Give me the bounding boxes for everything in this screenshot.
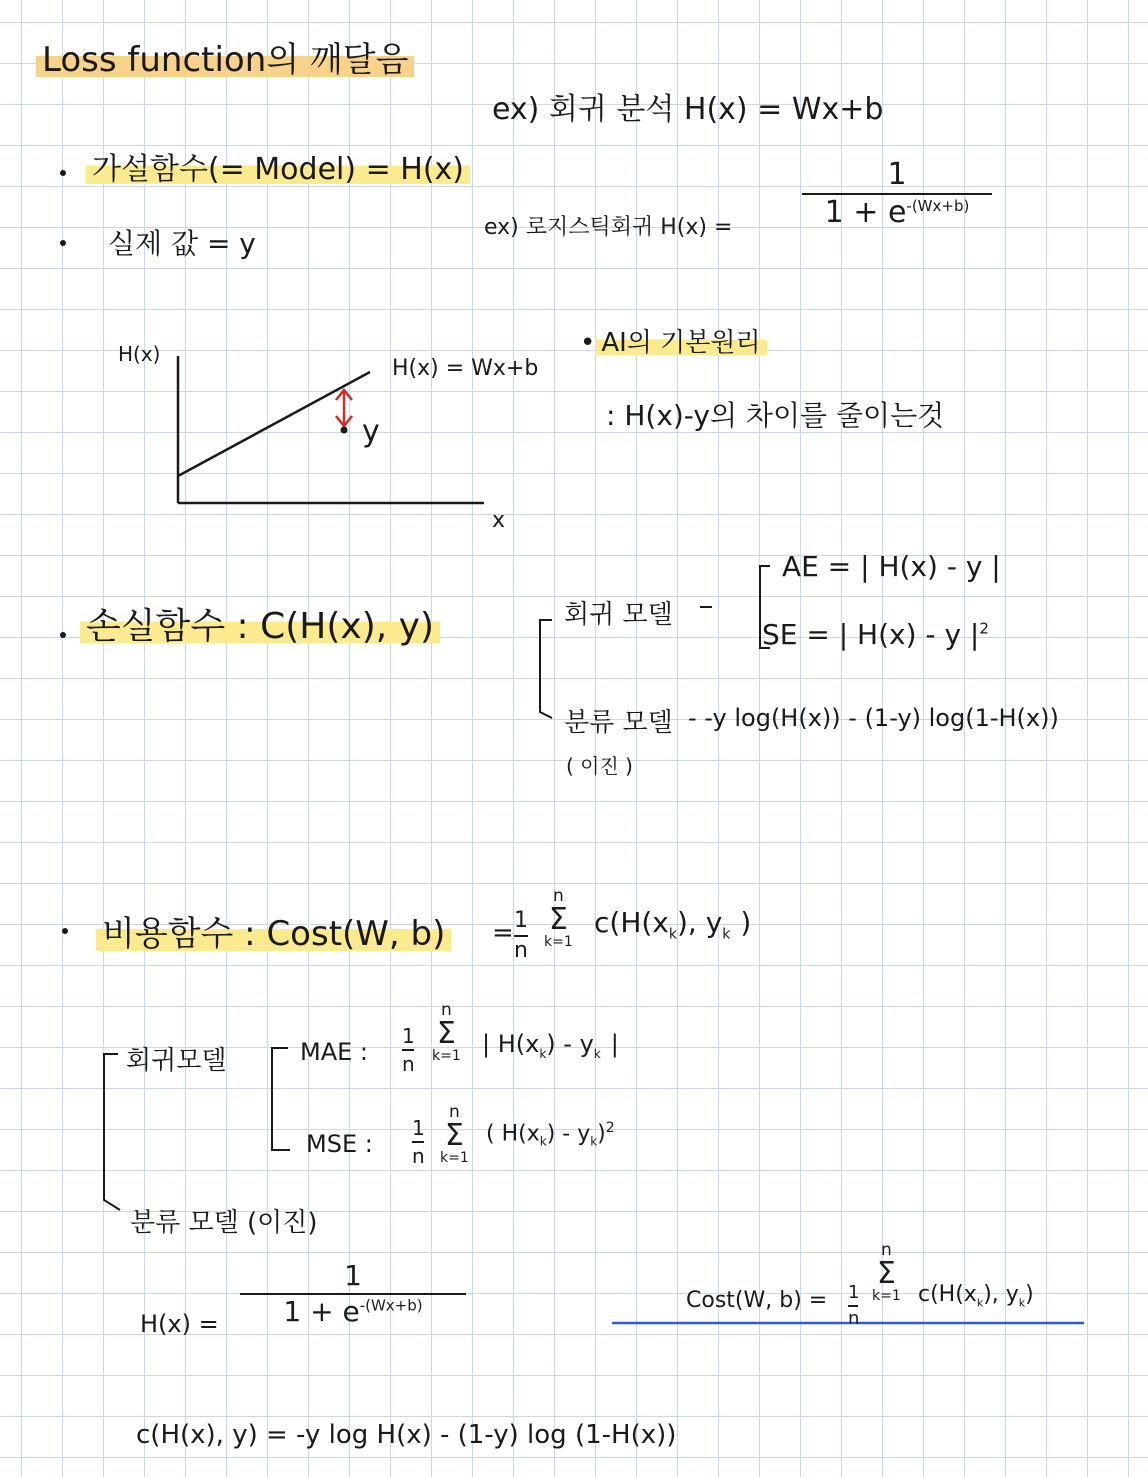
fraction-bar: [412, 1141, 424, 1143]
mse-summation: n Σ k=1: [440, 1102, 469, 1166]
fraction-bar: [514, 935, 528, 937]
page-title: Loss function의 깨달음: [36, 32, 414, 81]
sigma-icon: Σ: [444, 1118, 464, 1153]
graph-point-label: y: [362, 414, 380, 449]
ai-principle-title: • AI의 기본원리: [580, 322, 767, 359]
graph-y-label: H(x): [118, 342, 161, 366]
final-cost-fraction: 1 n: [848, 1282, 860, 1329]
cost-classification-label: 분류 모델 (이진): [130, 1208, 318, 1238]
loss-regression-label: 회귀 모델: [564, 600, 673, 630]
fraction-bar: [402, 1049, 414, 1051]
final-cost-summation: n Σ k=1: [872, 1240, 901, 1304]
mae-term: | $H(x_k) - y_k$ |: [482, 1030, 619, 1061]
logistic-numerator: 1: [887, 157, 907, 192]
ai-principle-desc: : H(x)-y의 차이를 줄이는것: [606, 399, 945, 432]
mae-label: MAE :: [300, 1038, 369, 1066]
logistic-example-label: ex) 로지스틱회귀 H(x) =: [484, 215, 733, 240]
final-hx-label: H(x) =: [140, 1310, 219, 1338]
loss-classification-label: 분류 모델: [564, 708, 673, 738]
sigma-icon: Σ: [436, 1016, 456, 1051]
cost-fraction: 1 n: [514, 908, 528, 963]
cost-function: 비용함수 : Cost(W, b): [96, 906, 451, 955]
loss-bracket: [540, 620, 552, 718]
hypothesis-function: 가설함수(= Model) = H(x): [86, 144, 470, 188]
mse-term: ( $H(x_k) - y_k)^2$: [486, 1120, 615, 1149]
cost-eq-prefix: =: [492, 918, 514, 948]
cost-sum-term: $c(H(x_k)$, $y_k$ ): [594, 906, 752, 943]
cost-regression-label: 회귀모델: [126, 1046, 227, 1076]
ae-formula: AE = | H(x) - y |: [782, 550, 1001, 583]
sigma-icon: Σ: [548, 902, 568, 937]
mse-label: MSE :: [306, 1130, 373, 1158]
final-sigmoid-fraction: 1 $1 + e^{-(Wx+b)}$: [240, 1262, 466, 1326]
bullet-dot: [62, 928, 68, 934]
regression-example: ex) 회귀 분석 H(x) = Wx+b: [492, 92, 884, 127]
data-point: [341, 427, 348, 434]
cost-summation: n Σ k=1: [544, 886, 573, 950]
graph-x-label: x: [492, 508, 506, 533]
fraction-bar: [848, 1305, 858, 1307]
final-cross-entropy: c(H(x), y) = -y log H(x) - (1-y) log (1-H(x)): [136, 1420, 677, 1450]
logistic-denominator: 1 + e: [824, 195, 907, 230]
loss-function: 손실함수 : C(H(x), y): [80, 598, 440, 649]
logistic-exponent: -(Wx+b): [906, 197, 970, 215]
cross-entropy-formula: - -y log(H(x)) - (1-y) log(1-H(x)): [688, 704, 1059, 732]
final-cost-prefix: Cost(W, b) =: [686, 1288, 828, 1313]
se-formula: SE = | H(x) - y $|^2$: [762, 618, 989, 651]
bullet-dot: [60, 632, 66, 638]
graph-line-label: H(x) = Wx+b: [392, 356, 539, 381]
cost-regression-bracket: [272, 1048, 290, 1150]
mse-fraction: 1 n: [412, 1116, 425, 1168]
mae-fraction: 1 n: [402, 1024, 415, 1076]
mae-summation: n Σ k=1: [432, 1000, 461, 1064]
loss-binary-label: ( 이진 ): [566, 754, 633, 778]
final-cost-term: $c(H(x_k)$, $y_k$): [918, 1282, 1034, 1310]
sigma-icon: Σ: [876, 1256, 896, 1291]
cost-bracket: [104, 1054, 120, 1210]
actual-value: 실제 값 = y: [108, 227, 256, 260]
